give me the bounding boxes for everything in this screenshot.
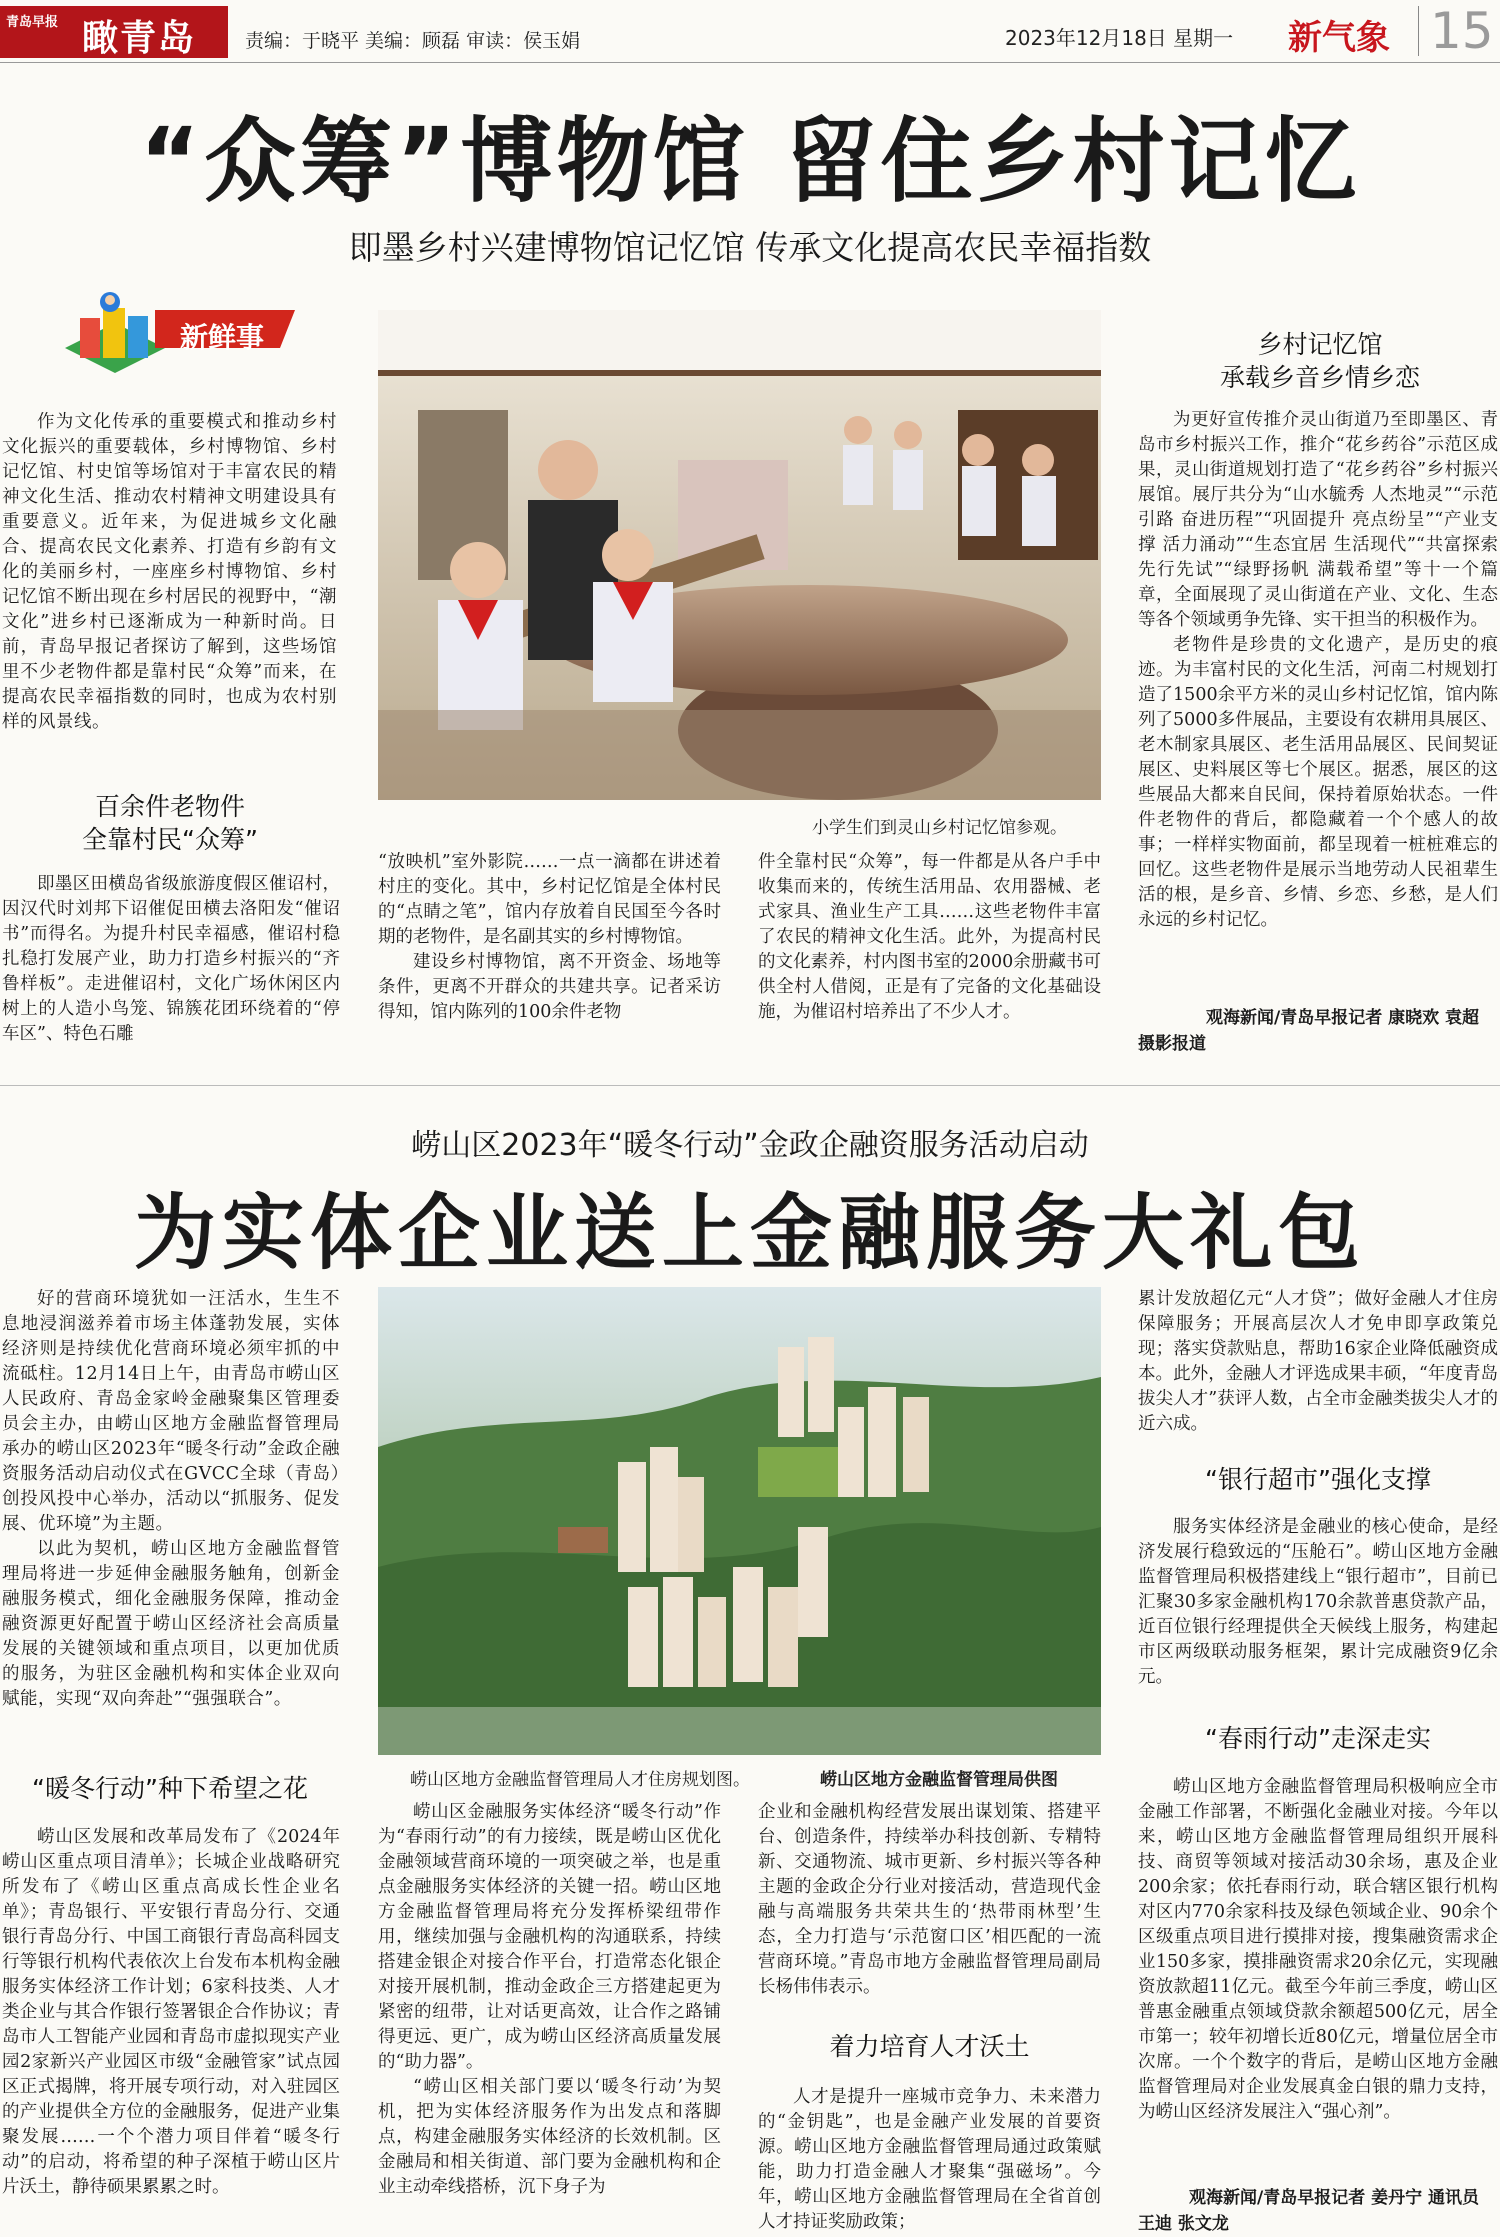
story1-col1-text: 即墨区田横岛省级旅游度假区催诏村，因汉代时刘邦下诏催促田横去洛阳发“催诏书”而得名。为提升村民幸福感，催诏村稳扎稳打发展产业，助力打造乡村振兴的“齐鲁样板”。走进催诏村，文化广场休闲区内树上的人造小鸟笼、锦簇花团环绕着的“停车区”、特色石雕 xyxy=(2,874,340,1044)
story2-subhead-c: “银行超市”强化支撑 xyxy=(1205,1465,1431,1494)
lead-paragraph: 作为文化传承的重要模式和推动乡村文化振兴的重要载体，乡村博物馆、乡村记忆馆、村史馆等场馆对于丰富农民的精神文化生活、推动农村精神文明建设具有重要意义。近年来，为促进城乡文化融合、提高农民文化素养、打造有乡韵有文化的美丽乡村，一座座乡村博物馆、乡村记忆馆不断出现在乡村居民的视野中，“潮文化”进乡村已逐渐成为一种新时尚。日前，青岛早报记者探访了解到，这些场馆里不少老物件都是靠村民“众筹”而来，在提高农民幸福指数的同时，也成为农村别样的风景线。 xyxy=(2,412,337,732)
story2-headline: 为实体企业送上金融服务大礼包 xyxy=(133,1186,1366,1281)
story2-photo-caption: 崂山区地方金融监督管理局人才住房规划图。 xyxy=(410,1770,750,1790)
story2-col3-text: 企业和金融机构经营发展出谋划策、搭建平台、创造条件，持续举办科技创新、专精特新、交通物流、城市更新、乡村振兴等各种主题的金政企分行业对接活动，营造现代金融与高端服务共荣共生的‘热带雨林型’生态，全力打造与‘示范窗口区’相匹配的一流营商环境。”青岛市地方金融监督管理局副局长杨伟伟表示。 xyxy=(758,1802,1101,1997)
newspaper-logo xyxy=(0,6,228,58)
story1-col3-text: 件全靠村民“众筹”，每一件都是从各户手中收集而来的，传统生活用品、农用器械、老式家具、渔业生产工具……这些老物件丰富了农民的精神文化生活。此外，为提高村民的文化素养，村内图书室的2000余册藏书可供全村人借阅，正是有了完备的文化基础设施，为催诏村培养出了不少人才。 xyxy=(758,852,1101,1022)
story-divider xyxy=(0,1085,1500,1086)
story1-lead xyxy=(2,410,337,735)
story1-subheadline: 即墨乡村兴建博物馆记忆馆 传承文化提高农民幸福指数 xyxy=(348,228,1152,267)
story2-col2-text: 崂山区金融服务实体经济“暖冬行动”作为“春雨行动”的有力接续，既是崂山区优化金融领域营商环境的一项突破之举，也是重点金融服务实体经济的关键一招。崂山区地方金融监督管理局将充分发挥桥梁纽带作用，继续加强与金融机构的沟通联系，持续搭建金银企对接合作平台，打造常态化银企对接开展机制，推动金政企三方搭建起更为紧密的纽带，让对话更高效，让合作之路铺得更远、更广，成为崂山区经济高质量发展的“助力器”。 “崂山区相关部门要以‘暖冬行动’为契机，把为实体经济服务作为出发点和落脚点，构建金融服务实体经济的长效机制。区金融局和相关街道、部门要为金融机构和企业主动牵线搭桥，沉下身子为 xyxy=(378,1802,721,2197)
page-number: 15 xyxy=(1430,2,1494,60)
story1-subhead-a: 百余件老物件 全靠村民“众筹” xyxy=(82,792,258,854)
header-divider xyxy=(1418,6,1419,56)
story2-subhead-b: 着力培育人才沃土 xyxy=(829,2032,1030,2061)
museum-visit-photo xyxy=(378,310,1101,800)
story1-headline: “众筹”博物馆 留住乡村记忆 xyxy=(139,108,1361,215)
story2-byline: 观海新闻/青岛早报记者 姜丹宁 通讯员 王迪 张文龙 xyxy=(1138,2188,1480,2234)
logo-small-text: 青岛早报 xyxy=(6,15,59,30)
story2-lead: 好的营商环境犹如一汪活水，生生不息地浸润滋养着市场主体蓬勃发展，实体经济则是持续优化营商环境必须牢抓的中流砥柱。12月14日上午，由青岛市崂山区人民政府、青岛金家岭金融聚集区管理委员会主办，由崂山区地方金融监督管理局承办的崂山区2023年“暖冬行动”金政企融资服务活动启动仪式在GVCC全球（青岛）创投风投中心举办，活动以“抓服务、促发展、优环境”为主题。 以此为契机，崂山区地方金融监督管理局将进一步延伸金融服务触角，创新金融服务模式，细化金融服务保障，推动金融资源更好配置于崂山区经济社会高质量发展的关键领域和重点项目，以更加优质的服务，为驻区金融机构和实体企业双向赋能，实现“双向奔赴”“强强联合”。 xyxy=(2,1289,340,1709)
story2-col3b-text: 人才是提升一座城市竞争力、未来潜力的“金钥匙”，也是金融产业发展的首要资源。崂山区地方金融监督管理局通过政策赋能，助力打造金融人才聚集“强磁场”。今年，崂山区地方金融监督管理局在全省首创人才持证奖励政策； xyxy=(758,2087,1101,2232)
story2-col4c-text: 崂山区地方金融监督管理局积极响应全市金融工作部署，不断强化金融业对接。今年以来，崂山区地方金融监督管理局组织开展科技、商贸等领域对接活动30余场，惠及企业200余家；依托春雨行动，联合辖区银行机构对区内770余家科技及绿色领域企业、90余个区级重点项目进行摸排对接，搜集融资需求企业150多家，摸排融资需求20余亿元，实现融资放款超11亿元。截至今年前三季度，崂山区普惠金融重点领域贷款余额超500亿元，居全市第一；较年初增长近80亿元，增量位居全市次席。一个个数字的背后，是崂山区地方金融监督管理局对企业发展真金白银的鼎力支持，为崂山区经济发展注入“强心剂”。 xyxy=(1138,1777,1498,2122)
story1-byline: 观海新闻/青岛早报记者 康晓欢 袁超 摄影报道 xyxy=(1138,1008,1480,1054)
column-name: 瞰青岛 xyxy=(82,17,197,59)
badge-illustration xyxy=(55,288,310,388)
story2-subhead-d: “春雨行动”走深走实 xyxy=(1205,1724,1431,1753)
badge-label: 新鲜事 xyxy=(180,321,265,354)
housing-rendering xyxy=(378,1287,1101,1755)
story2-col4-text: 累计发放超亿元“人才贷”；做好金融人才住房保障服务；开展高层次人才免申即享政策兑现；落实贷款贴息，帮助16家企业降低融资成本。此外，金融人才评选成果丰硕，“年度青岛拔尖人才”获评人数，占全市金融类拔尖人才的近六成。 xyxy=(1138,1289,1498,1434)
story1-photo xyxy=(378,310,1101,800)
editor-credits: 责编：于晓平 美编：顾磊 审读：侯玉娟 xyxy=(245,30,581,52)
story2-kicker: 崂山区2023年“暖冬行动”金政企融资服务活动启动 xyxy=(411,1128,1089,1163)
story2-col1-text: 崂山区发展和改革局发布了《2024年崂山区重点项目清单》；长城企业战略研究所发布了《崂山区重点高成长性企业名单》；青岛银行、平安银行青岛分行、交通银行青岛分行、中国工商银行青岛高科园支行等银行机构代表依次上台发布本机构金融服务实体经济工作计划；6家科技类、人才类企业与其合作银行签署银企合作协议；青岛市人工智能产业园和青岛市虚拟现实产业园2家新兴产业园区市级“金融管家”试点园区正式揭牌，将开展专项行动，对入驻园区的产业提供全方位的金融服务，促进产业集聚发展……一个个潜力项目伴着“暖冬行动”的启动，将希望的种子深植于崂山区片片沃土，静待硕果累累之时。 xyxy=(2,1827,340,2197)
story1-subhead-b: 乡村记忆馆 承载乡音乡情乡恋 xyxy=(1219,330,1420,392)
story2-photo xyxy=(378,1287,1101,1755)
section-title: 新气象 xyxy=(1288,18,1390,58)
story2-subhead-a: “暖冬行动”种下希望之花 xyxy=(32,1774,308,1803)
issue-date: 2023年12月18日 星期一 xyxy=(1005,26,1234,50)
story2-col4b-text: 服务实体经济是金融业的核心使命，是经济发展行稳致远的“压舱石”。崂山区地方金融监督管理局积极搭建线上“银行超市”，目前已汇聚30多家金融机构170余款普惠贷款产品，近百位银行经理提供全天候线上服务，构建起市区两级联动服务框架，累计完成融资9亿余元。 xyxy=(1138,1517,1498,1687)
story1-col4-text: 为更好宣传推介灵山街道乃至即墨区、青岛市乡村振兴工作，推介“花乡药谷”示范区成果，灵山街道规划打造了“花乡药谷”乡村振兴展馆。展厅共分为“山水毓秀 人杰地灵”“示范引路 奋进历程”“巩固提升 亮点纷呈”“产业支撑 活力涌动”“生态宜居 生活现代”“共富探索 先行先试”“绿野扬帆 满载希望”等十一个篇章，全面展现了灵山街道在产业、文化、生态等各个领域勇争先锋、实干担当的积极作为。 老物件是珍贵的文化遗产，是历史的痕迹。为丰富村民的文化生活，河南二村规划打造了1500余平方米的灵山乡村记忆馆，馆内陈列了5000多件展品，主要设有农耕用具展区、老木制家具展区、老生活用品展区、民间契证展区、史料展区等七个展区。据悉，展区的这些展品大都来自民间，保持着原始状态。一件件老物件的背后，都隐藏着一个个感人的故事；一样样实物面前，都呈现着一桩桩难忘的回忆。这些老物件是展示当地劳动人民祖辈生活的根，是乡音、乡情、乡恋、乡愁，是人们永远的乡村记忆。 xyxy=(1138,410,1498,930)
story1-photo-caption: 小学生们到灵山乡村记忆馆参观。 xyxy=(812,818,1067,838)
story1-col2-text: “放映机”室外影院……一点一滴都在讲述着村庄的变化。其中，乡村记忆馆是全体村民的“点睛之笔”，馆内存放着自民国至今各时期的老物件，是名副其实的乡村博物馆。 建设乡村博物馆，离不开资金、场地等条件，更离不开群众的共建共享。记者采访得知，馆内陈列的100余件老物 xyxy=(378,852,721,1022)
story2-photo-credit: 崂山区地方金融监督管理局供图 xyxy=(820,1770,1058,1790)
